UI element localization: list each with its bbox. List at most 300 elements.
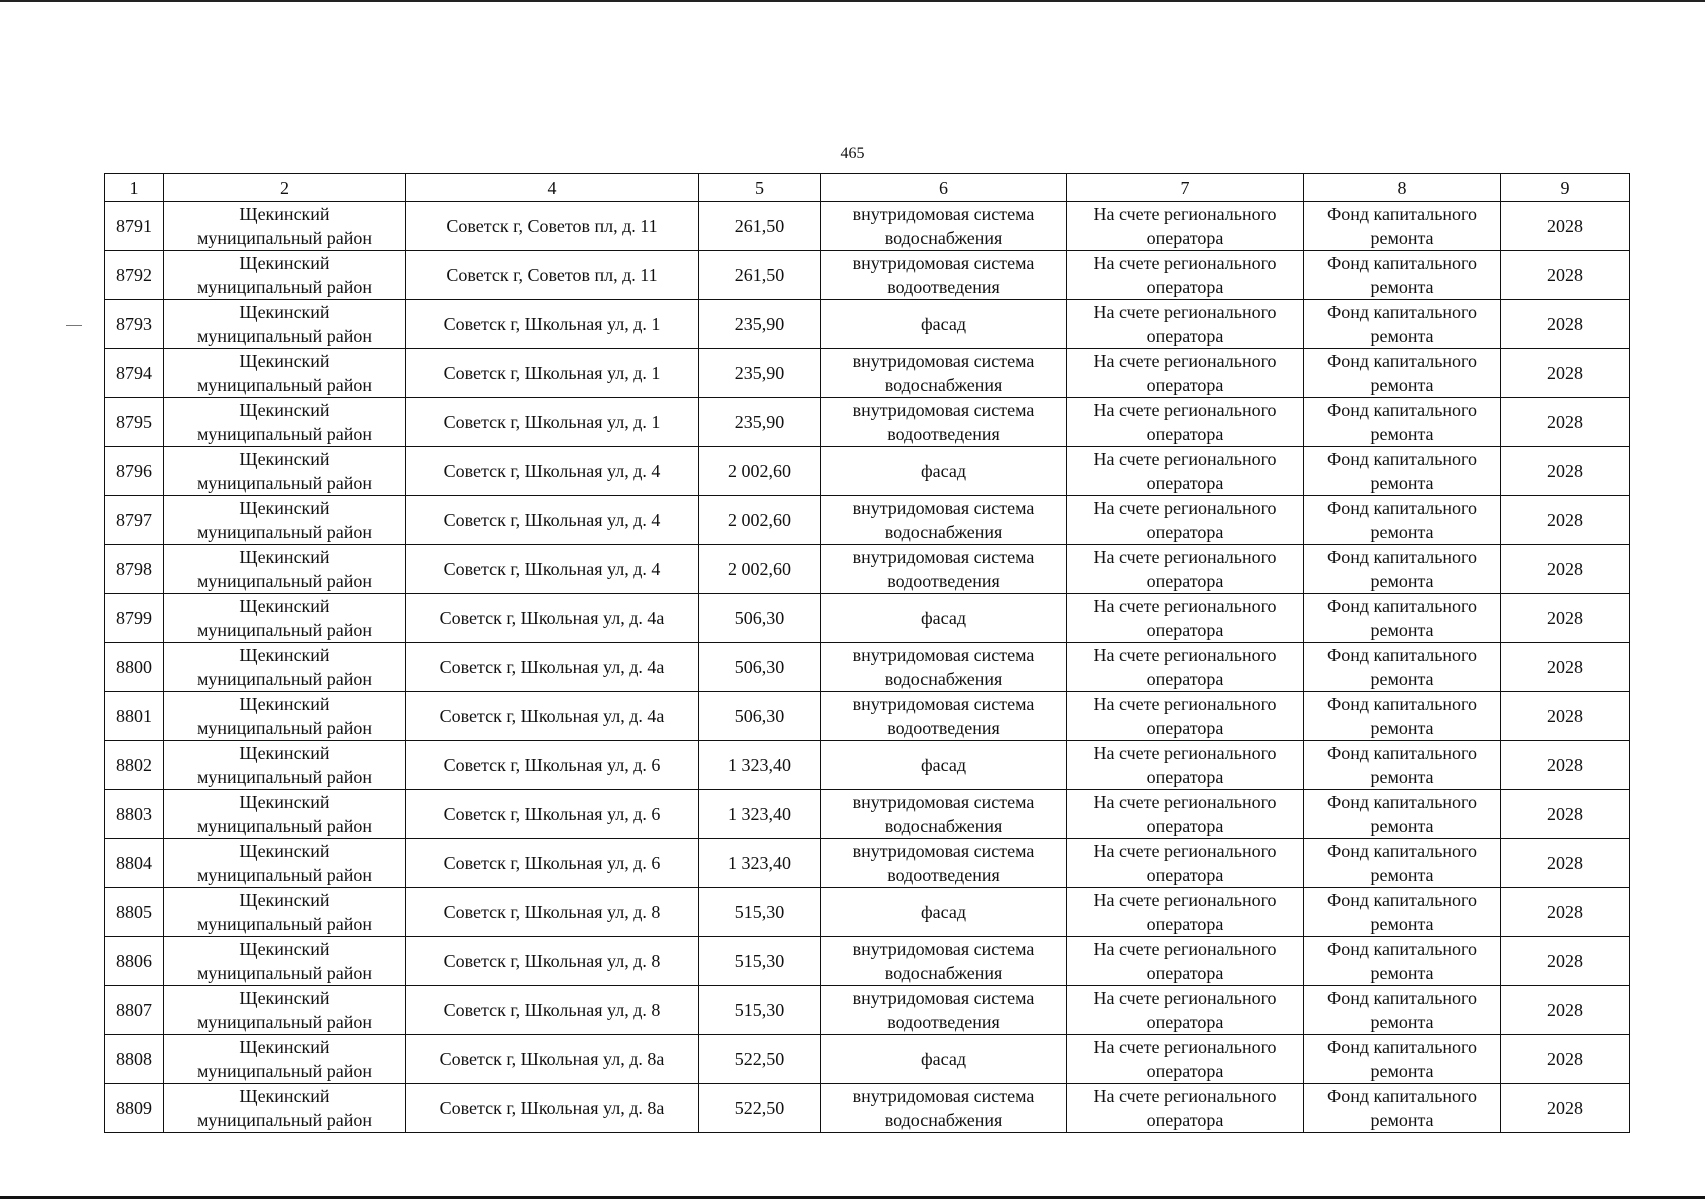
account-cell-line: На счете регионального: [1093, 792, 1277, 812]
system-cell-line: водоотведения: [887, 865, 1000, 885]
bottom-scan-border: [0, 1196, 1705, 1199]
row-number-cell: 8795: [105, 398, 164, 447]
account-cell: [1067, 300, 1304, 349]
fund-cell-line: ремонта: [1370, 963, 1434, 983]
fund-cell-line: ремонта: [1370, 277, 1434, 297]
value-cell: 515,30: [699, 888, 821, 937]
district-cell-line: Щекинский: [239, 302, 330, 322]
account-cell: [1067, 1035, 1304, 1084]
account-cell-line: оператора: [1146, 767, 1224, 787]
address-cell: Советск г, Школьная ул, д. 8а: [406, 1084, 699, 1133]
value-cell: 506,30: [699, 594, 821, 643]
account-cell-line: На счете регионального: [1093, 694, 1277, 714]
fund-cell-line: ремонта: [1370, 669, 1434, 689]
fund-cell: [1304, 1035, 1501, 1084]
system-cell: [821, 1035, 1067, 1084]
column-header: 1: [105, 174, 164, 202]
year-cell: 2028: [1501, 545, 1630, 594]
district-cell: [164, 349, 406, 398]
account-cell-line: оператора: [1146, 620, 1224, 640]
district-cell: [164, 251, 406, 300]
account-cell: [1067, 545, 1304, 594]
fund-cell-line: ремонта: [1370, 1110, 1434, 1130]
fund-cell-line: Фонд капитального: [1327, 792, 1477, 812]
value-cell: 515,30: [699, 986, 821, 1035]
top-scan-border: [0, 0, 1705, 2]
district-cell-line: Щекинский: [239, 890, 330, 910]
system-cell-line: фасад: [920, 755, 966, 775]
system-cell-line: водоснабжения: [884, 816, 1003, 836]
district-cell: [164, 643, 406, 692]
table-row: [105, 496, 1630, 545]
fund-cell-line: Фонд капитального: [1327, 400, 1477, 420]
fund-cell: [1304, 496, 1501, 545]
account-cell-line: оператора: [1146, 669, 1224, 689]
table-row: [105, 300, 1630, 349]
address-cell: Советск г, Школьная ул, д. 8: [406, 986, 699, 1035]
system-cell: [821, 300, 1067, 349]
year-cell: 2028: [1501, 447, 1630, 496]
table-row: [105, 1035, 1630, 1084]
table-row: [105, 545, 1630, 594]
account-cell-line: оператора: [1146, 522, 1224, 542]
district-cell-line: Щекинский: [239, 645, 330, 665]
table-row: [105, 1084, 1630, 1133]
system-cell-line: водоснабжения: [884, 522, 1003, 542]
fund-cell-line: Фонд капитального: [1327, 351, 1477, 371]
value-cell: 261,50: [699, 251, 821, 300]
district-cell-line: Щекинский: [239, 743, 330, 763]
value-cell: 2 002,60: [699, 447, 821, 496]
address-cell: Советск г, Школьная ул, д. 1: [406, 349, 699, 398]
address-cell: Советск г, Школьная ул, д. 4: [406, 496, 699, 545]
district-cell-line: Щекинский: [239, 547, 330, 567]
account-cell-line: оператора: [1146, 326, 1224, 346]
district-cell-line: муниципальный район: [196, 1110, 372, 1130]
capital-repair-table: [104, 173, 1630, 1133]
address-cell: Советск г, Советов пл, д. 11: [406, 202, 699, 251]
system-cell-line: водоотведения: [887, 1012, 1000, 1032]
column-header: 5: [699, 174, 821, 202]
account-cell: [1067, 839, 1304, 888]
year-cell: 2028: [1501, 937, 1630, 986]
fund-cell-line: Фонд капитального: [1327, 449, 1477, 469]
system-cell: [821, 251, 1067, 300]
value-cell: 235,90: [699, 300, 821, 349]
account-cell-line: На счете регионального: [1093, 1086, 1277, 1106]
year-cell: 2028: [1501, 349, 1630, 398]
account-cell-line: На счете регионального: [1093, 400, 1277, 420]
system-cell-line: внутридомовая система: [852, 694, 1035, 714]
row-number-cell: 8799: [105, 594, 164, 643]
row-number-cell: 8809: [105, 1084, 164, 1133]
account-cell-line: оператора: [1146, 571, 1224, 591]
district-cell-line: Щекинский: [239, 1086, 330, 1106]
system-cell-line: водоснабжения: [884, 669, 1003, 689]
row-number-cell: 8791: [105, 202, 164, 251]
value-cell: 1 323,40: [699, 839, 821, 888]
system-cell: [821, 790, 1067, 839]
table-row: [105, 986, 1630, 1035]
fund-cell-line: Фонд капитального: [1327, 498, 1477, 518]
fund-cell-line: Фонд капитального: [1327, 302, 1477, 322]
district-cell-line: Щекинский: [239, 449, 330, 469]
district-cell-line: муниципальный район: [196, 620, 372, 640]
system-cell-line: водоснабжения: [884, 1110, 1003, 1130]
row-number-cell: 8792: [105, 251, 164, 300]
year-cell: 2028: [1501, 643, 1630, 692]
fund-cell-line: ремонта: [1370, 1061, 1434, 1081]
column-header: 4: [406, 174, 699, 202]
fund-cell-line: ремонта: [1370, 424, 1434, 444]
row-number-cell: 8797: [105, 496, 164, 545]
fund-cell-line: ремонта: [1370, 522, 1434, 542]
district-cell-line: муниципальный район: [196, 718, 372, 738]
fund-cell: [1304, 692, 1501, 741]
address-cell: Советск г, Школьная ул, д. 8: [406, 888, 699, 937]
address-cell: Советск г, Школьная ул, д. 8: [406, 937, 699, 986]
account-cell-line: На счете регионального: [1093, 204, 1277, 224]
system-cell-line: фасад: [920, 461, 966, 481]
system-cell-line: внутридомовая система: [852, 792, 1035, 812]
system-cell-line: внутридомовая система: [852, 547, 1035, 567]
fund-cell-line: Фонд капитального: [1327, 253, 1477, 273]
row-number-cell: 8805: [105, 888, 164, 937]
system-cell: [821, 692, 1067, 741]
fund-cell-line: Фонд капитального: [1327, 1037, 1477, 1057]
fund-cell-line: Фонд капитального: [1327, 694, 1477, 714]
fund-cell: [1304, 937, 1501, 986]
year-cell: 2028: [1501, 692, 1630, 741]
district-cell-line: муниципальный район: [196, 669, 372, 689]
fund-cell-line: Фонд капитального: [1327, 841, 1477, 861]
system-cell: [821, 545, 1067, 594]
system-cell: [821, 447, 1067, 496]
district-cell-line: муниципальный район: [196, 375, 372, 395]
account-cell: [1067, 986, 1304, 1035]
district-cell-line: Щекинский: [239, 596, 330, 616]
system-cell: [821, 398, 1067, 447]
system-cell-line: водоотведения: [887, 277, 1000, 297]
address-cell: Советск г, Школьная ул, д. 4: [406, 447, 699, 496]
system-cell: [821, 1084, 1067, 1133]
margin-mark: [66, 325, 82, 326]
system-cell-line: водоснабжения: [884, 963, 1003, 983]
account-cell: [1067, 741, 1304, 790]
district-cell-line: Щекинский: [239, 841, 330, 861]
district-cell-line: Щекинский: [239, 792, 330, 812]
year-cell: 2028: [1501, 496, 1630, 545]
system-cell: [821, 986, 1067, 1035]
account-cell-line: оператора: [1146, 228, 1224, 248]
year-cell: 2028: [1501, 888, 1630, 937]
fund-cell: [1304, 300, 1501, 349]
year-cell: 2028: [1501, 202, 1630, 251]
year-cell: 2028: [1501, 594, 1630, 643]
table-row: [105, 447, 1630, 496]
district-cell: [164, 790, 406, 839]
system-cell: [821, 741, 1067, 790]
district-cell-line: муниципальный район: [196, 1061, 372, 1081]
table-row: [105, 790, 1630, 839]
system-cell: [821, 594, 1067, 643]
district-cell-line: Щекинский: [239, 204, 330, 224]
year-cell: 2028: [1501, 1084, 1630, 1133]
account-cell-line: На счете регионального: [1093, 449, 1277, 469]
district-cell: [164, 1035, 406, 1084]
system-cell-line: внутридомовая система: [852, 351, 1035, 371]
year-cell: 2028: [1501, 398, 1630, 447]
fund-cell-line: ремонта: [1370, 375, 1434, 395]
account-cell-line: На счете регионального: [1093, 988, 1277, 1008]
account-cell: [1067, 349, 1304, 398]
header-row: [105, 174, 1630, 202]
account-cell-line: На счете регионального: [1093, 351, 1277, 371]
account-cell-line: оператора: [1146, 816, 1224, 836]
value-cell: 2 002,60: [699, 496, 821, 545]
column-header: 2: [164, 174, 406, 202]
district-cell-line: Щекинский: [239, 988, 330, 1008]
page-number: 465: [840, 145, 865, 162]
district-cell-line: муниципальный район: [196, 571, 372, 591]
fund-cell-line: ремонта: [1370, 228, 1434, 248]
fund-cell: [1304, 398, 1501, 447]
year-cell: 2028: [1501, 741, 1630, 790]
district-cell-line: Щекинский: [239, 351, 330, 371]
district-cell-line: Щекинский: [239, 939, 330, 959]
row-number-cell: 8802: [105, 741, 164, 790]
fund-cell-line: Фонд капитального: [1327, 204, 1477, 224]
system-cell-line: внутридомовая система: [852, 841, 1035, 861]
system-cell-line: внутридомовая система: [852, 253, 1035, 273]
account-cell-line: На счете регионального: [1093, 939, 1277, 959]
row-number-cell: 8808: [105, 1035, 164, 1084]
district-cell-line: муниципальный район: [196, 767, 372, 787]
district-cell-line: Щекинский: [239, 694, 330, 714]
row-number-cell: 8801: [105, 692, 164, 741]
account-cell: [1067, 202, 1304, 251]
district-cell: [164, 398, 406, 447]
district-cell-line: муниципальный район: [196, 522, 372, 542]
fund-cell: [1304, 839, 1501, 888]
fund-cell-line: Фонд капитального: [1327, 645, 1477, 665]
district-cell: [164, 545, 406, 594]
fund-cell-line: Фонд капитального: [1327, 743, 1477, 763]
fund-cell-line: ремонта: [1370, 473, 1434, 493]
account-cell-line: оператора: [1146, 914, 1224, 934]
address-cell: Советск г, Школьная ул, д. 4: [406, 545, 699, 594]
account-cell-line: оператора: [1146, 424, 1224, 444]
table-row: [105, 937, 1630, 986]
column-header: 6: [821, 174, 1067, 202]
table-row: [105, 594, 1630, 643]
system-cell: [821, 888, 1067, 937]
value-cell: 2 002,60: [699, 545, 821, 594]
system-cell-line: внутридомовая система: [852, 204, 1035, 224]
value-cell: 522,50: [699, 1084, 821, 1133]
fund-cell: [1304, 251, 1501, 300]
fund-cell: [1304, 986, 1501, 1035]
account-cell-line: На счете регионального: [1093, 596, 1277, 616]
district-cell: [164, 202, 406, 251]
account-cell: [1067, 643, 1304, 692]
district-cell-line: Щекинский: [239, 1037, 330, 1057]
column-header: 7: [1067, 174, 1304, 202]
district-cell-line: муниципальный район: [196, 326, 372, 346]
district-cell: [164, 594, 406, 643]
address-cell: Советск г, Школьная ул, д. 6: [406, 839, 699, 888]
district-cell-line: муниципальный район: [196, 963, 372, 983]
table-body: [105, 202, 1630, 1133]
account-cell-line: оператора: [1146, 473, 1224, 493]
system-cell-line: внутридомовая система: [852, 988, 1035, 1008]
system-cell-line: водоотведения: [887, 571, 1000, 591]
value-cell: 506,30: [699, 643, 821, 692]
district-cell: [164, 986, 406, 1035]
fund-cell: [1304, 202, 1501, 251]
fund-cell: [1304, 741, 1501, 790]
district-cell: [164, 741, 406, 790]
account-cell-line: оператора: [1146, 865, 1224, 885]
district-cell-line: Щекинский: [239, 498, 330, 518]
fund-cell-line: ремонта: [1370, 620, 1434, 640]
fund-cell-line: ремонта: [1370, 1012, 1434, 1032]
fund-cell: [1304, 643, 1501, 692]
district-cell-line: муниципальный район: [196, 473, 372, 493]
account-cell: [1067, 888, 1304, 937]
value-cell: 235,90: [699, 349, 821, 398]
system-cell-line: фасад: [920, 314, 966, 334]
column-header: 8: [1304, 174, 1501, 202]
account-cell-line: На счете регионального: [1093, 841, 1277, 861]
district-cell: [164, 937, 406, 986]
row-number-cell: 8798: [105, 545, 164, 594]
system-cell-line: фасад: [920, 902, 966, 922]
row-number-cell: 8804: [105, 839, 164, 888]
account-cell-line: оператора: [1146, 277, 1224, 297]
fund-cell-line: Фонд капитального: [1327, 890, 1477, 910]
system-cell-line: водоснабжения: [884, 228, 1003, 248]
address-cell: Советск г, Школьная ул, д. 8а: [406, 1035, 699, 1084]
account-cell: [1067, 790, 1304, 839]
account-cell: [1067, 251, 1304, 300]
value-cell: 261,50: [699, 202, 821, 251]
fund-cell-line: Фонд капитального: [1327, 939, 1477, 959]
system-cell-line: внутридомовая система: [852, 498, 1035, 518]
fund-cell: [1304, 594, 1501, 643]
fund-cell: [1304, 447, 1501, 496]
account-cell-line: оператора: [1146, 375, 1224, 395]
fund-cell: [1304, 790, 1501, 839]
address-cell: Советск г, Школьная ул, д. 1: [406, 300, 699, 349]
table-row: [105, 692, 1630, 741]
district-cell: [164, 300, 406, 349]
table-row: [105, 202, 1630, 251]
year-cell: 2028: [1501, 300, 1630, 349]
system-cell-line: водоотведения: [887, 718, 1000, 738]
row-number-cell: 8807: [105, 986, 164, 1035]
district-cell-line: муниципальный район: [196, 1012, 372, 1032]
table-row: [105, 888, 1630, 937]
row-number-cell: 8796: [105, 447, 164, 496]
district-cell: [164, 839, 406, 888]
table-row: [105, 251, 1630, 300]
column-header: 9: [1501, 174, 1630, 202]
district-cell-line: муниципальный район: [196, 914, 372, 934]
fund-cell-line: Фонд капитального: [1327, 988, 1477, 1008]
year-cell: 2028: [1501, 839, 1630, 888]
fund-cell-line: ремонта: [1370, 816, 1434, 836]
year-cell: 2028: [1501, 986, 1630, 1035]
account-cell: [1067, 594, 1304, 643]
district-cell-line: муниципальный район: [196, 277, 372, 297]
system-cell-line: водоотведения: [887, 424, 1000, 444]
district-cell-line: Щекинский: [239, 253, 330, 273]
account-cell-line: На счете регионального: [1093, 890, 1277, 910]
system-cell: [821, 643, 1067, 692]
year-cell: 2028: [1501, 790, 1630, 839]
value-cell: 1 323,40: [699, 741, 821, 790]
district-cell-line: муниципальный район: [196, 865, 372, 885]
system-cell: [821, 937, 1067, 986]
address-cell: Советск г, Школьная ул, д. 6: [406, 790, 699, 839]
fund-cell-line: Фонд капитального: [1327, 547, 1477, 567]
district-cell: [164, 1084, 406, 1133]
system-cell: [821, 202, 1067, 251]
value-cell: 515,30: [699, 937, 821, 986]
table-row: [105, 741, 1630, 790]
address-cell: Советск г, Школьная ул, д. 6: [406, 741, 699, 790]
row-number-cell: 8806: [105, 937, 164, 986]
account-cell: [1067, 1084, 1304, 1133]
account-cell-line: На счете регионального: [1093, 1037, 1277, 1057]
account-cell-line: оператора: [1146, 718, 1224, 738]
system-cell-line: внутридомовая система: [852, 400, 1035, 420]
table-row: [105, 398, 1630, 447]
account-cell-line: На счете регионального: [1093, 743, 1277, 763]
district-cell-line: муниципальный район: [196, 424, 372, 444]
row-number-cell: 8800: [105, 643, 164, 692]
fund-cell: [1304, 888, 1501, 937]
district-cell: [164, 888, 406, 937]
account-cell: [1067, 692, 1304, 741]
account-cell-line: На счете регионального: [1093, 253, 1277, 273]
fund-cell-line: ремонта: [1370, 914, 1434, 934]
table-row: [105, 643, 1630, 692]
fund-cell-line: ремонта: [1370, 571, 1434, 591]
address-cell: Советск г, Школьная ул, д. 4а: [406, 692, 699, 741]
district-cell-line: Щекинский: [239, 400, 330, 420]
fund-cell-line: ремонта: [1370, 767, 1434, 787]
table-row: [105, 349, 1630, 398]
system-cell-line: внутридомовая система: [852, 645, 1035, 665]
year-cell: 2028: [1501, 251, 1630, 300]
account-cell-line: оператора: [1146, 963, 1224, 983]
value-cell: 1 323,40: [699, 790, 821, 839]
account-cell-line: оператора: [1146, 1061, 1224, 1081]
system-cell-line: внутридомовая система: [852, 1086, 1035, 1106]
account-cell: [1067, 447, 1304, 496]
district-cell: [164, 692, 406, 741]
district-cell: [164, 447, 406, 496]
account-cell-line: На счете регионального: [1093, 645, 1277, 665]
address-cell: Советск г, Школьная ул, д. 4а: [406, 643, 699, 692]
account-cell-line: На счете регионального: [1093, 302, 1277, 322]
account-cell: [1067, 398, 1304, 447]
system-cell-line: водоснабжения: [884, 375, 1003, 395]
fund-cell-line: ремонта: [1370, 326, 1434, 346]
system-cell-line: фасад: [920, 608, 966, 628]
